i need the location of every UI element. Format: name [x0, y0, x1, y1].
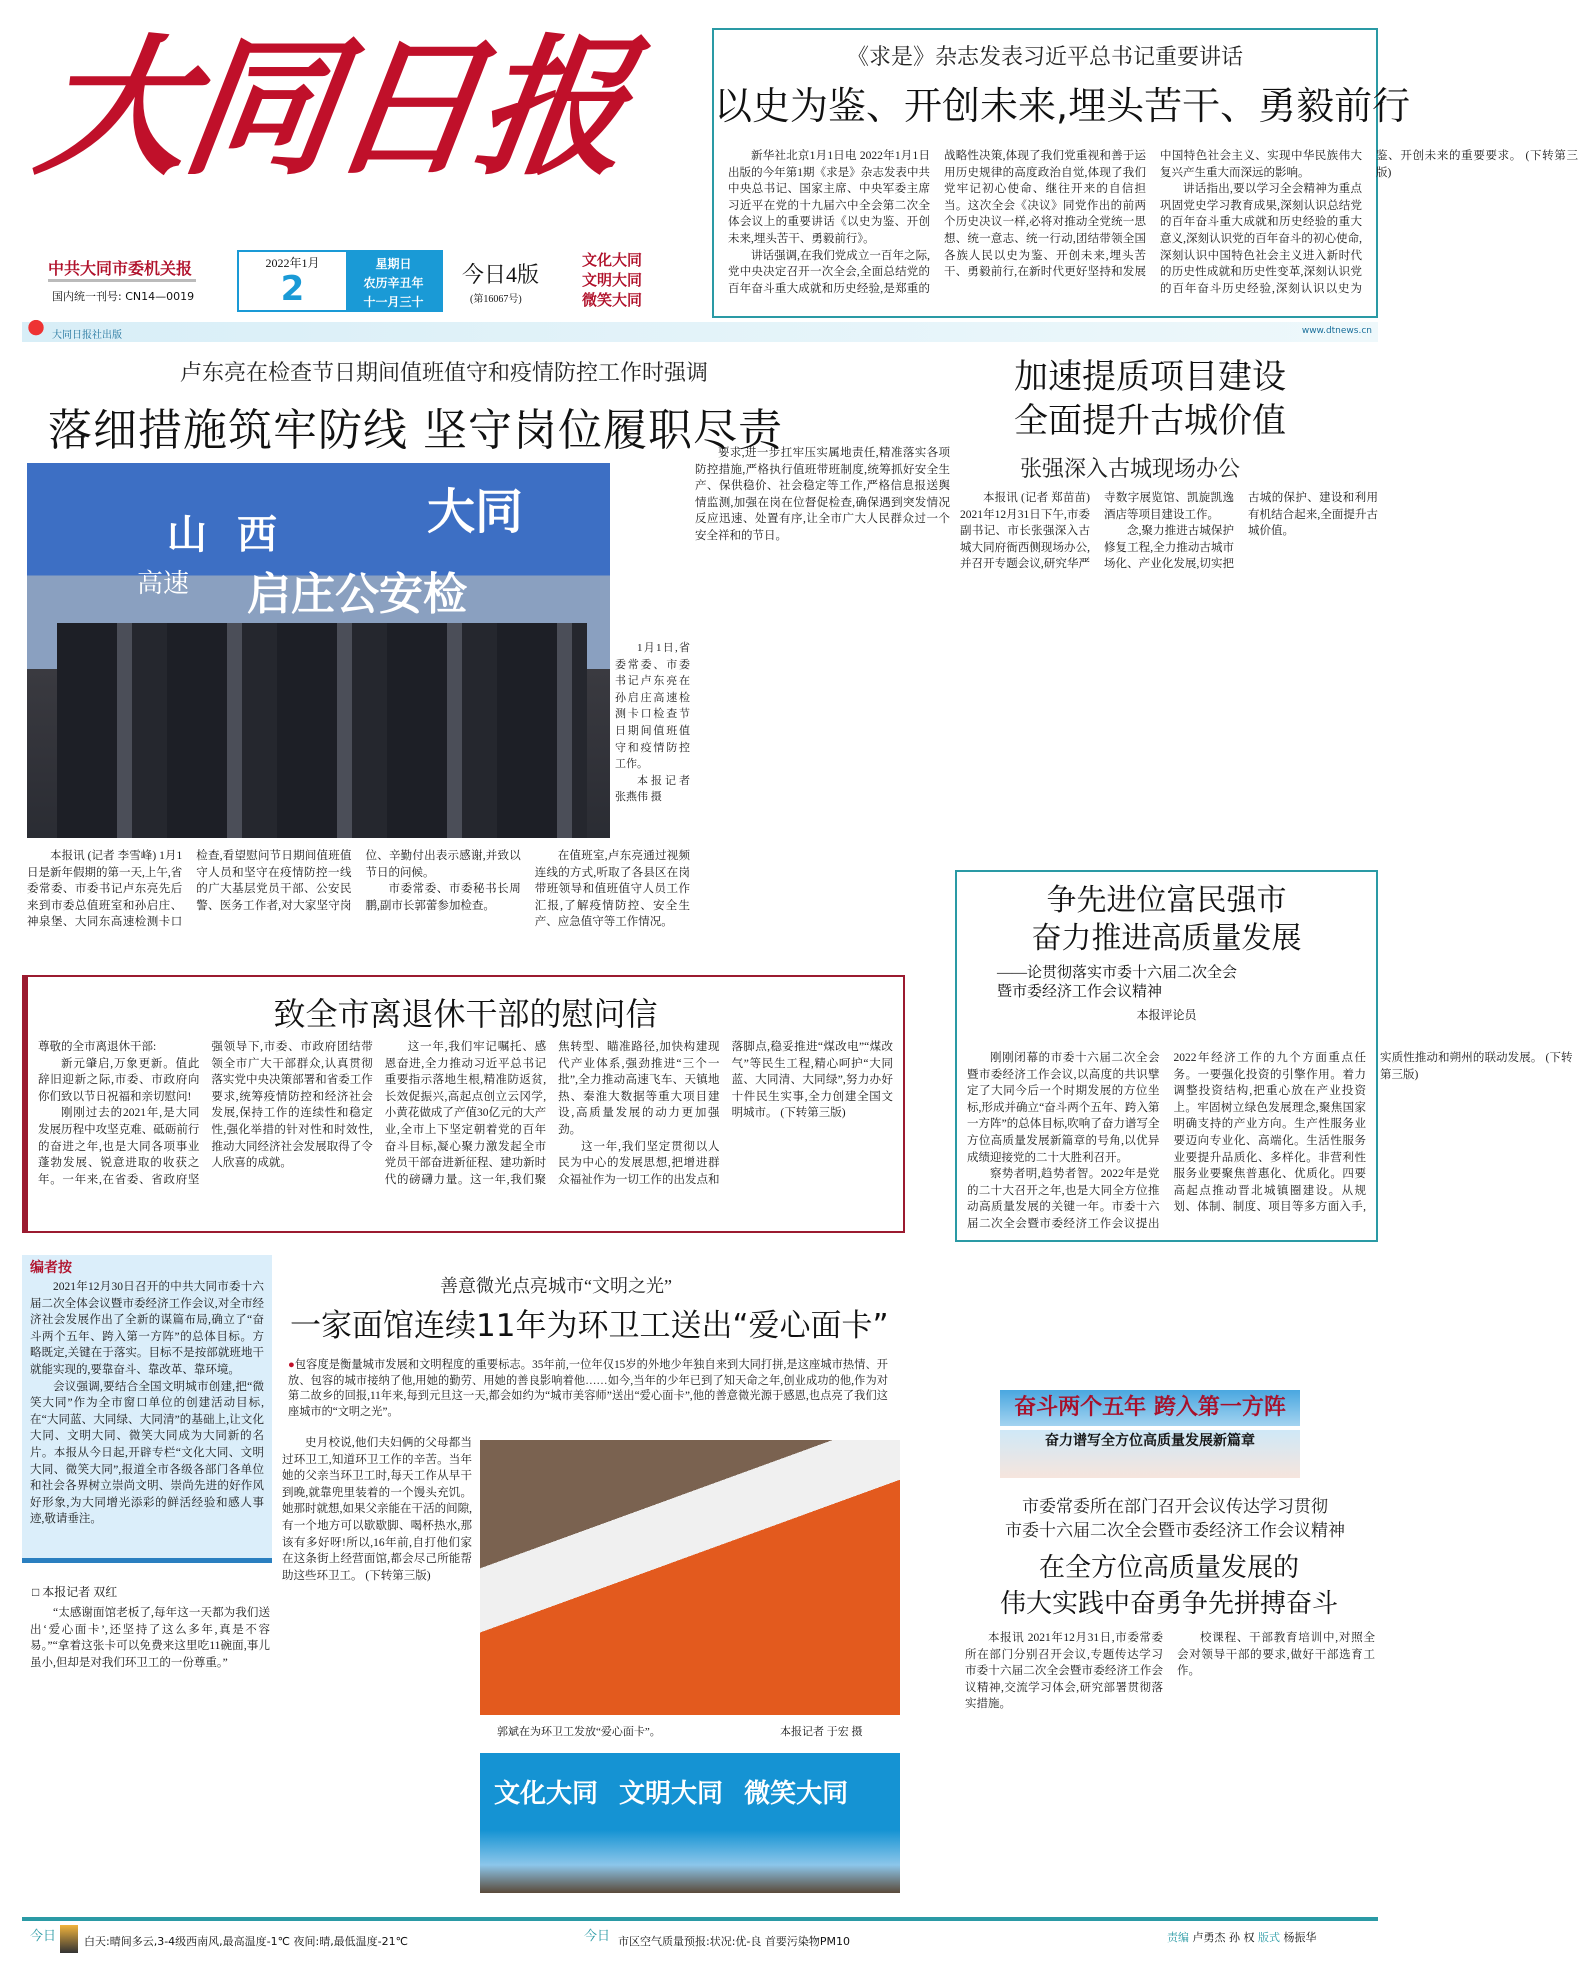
paragraph: 会议强调,要结合全国文明城市创建,把“微笑大同”作为全市窗口单位的创建活动目标,在“大同蓝、大同绿、大同清”的基础上,让文化大同、文明大同、微笑大同成为大同新的名片。本报从今日起,开辟专栏“文化大同、文明大同、微笑大同”,报道全市各级各部门各单位和社会各界树立崇尚文明、崇尚先进的好作风好形象,为大同增光添彩的鲜活经验和感人事迹,敬请垂注。 [30, 1380, 264, 1526]
page-count: 今日4版 [462, 262, 540, 287]
photo-sign: 启庄公安检 [247, 570, 467, 619]
paragraph: 新华社北京1月1日电 2022年1月1日出版的今年第1期《求是》杂志发表中共中央总书记、国家主席、中央军委主席习近平在党的十九届六中全会第二次全体会议上的重要讲话《以史为鉴、开创未来,埋头苦干、勇毅前行》。 [728, 150, 930, 245]
top-story-kicker: 《求是》杂志发表习近平总书记重要讲话 [846, 44, 1243, 69]
layout-designer: 杨振华 [1283, 1931, 1317, 1944]
website[interactable]: www.dtnews.cn [1301, 326, 1372, 336]
photo-sign: 大同 [427, 486, 524, 539]
banner-text: 文化大同 文明大同 微笑大同 [494, 1779, 849, 1809]
byline: 本报记者 双红 [42, 1585, 118, 1599]
lead-photo [27, 463, 610, 838]
headline-line: 奋力推进高质量发展 [1031, 921, 1302, 956]
struggle-body [965, 1630, 1375, 1895]
paragraph: 要求,进一步扛牢压实属地责任,精准落实各项防控措施,严格执行值班带班制度,统筹抓好安全生产、保供稳价、社会稳定等工作,严格信息报送舆情监测,加强在岗在位督促检查,确保遇到突发情况反应迅速、处置有序,让全市广大人民群众过一个安全祥和的节日。 [695, 447, 950, 542]
paragraph: 刚刚闭幕的市委十六届二次全会暨市委经济工作会议,以高度的共识擘定了大同今后一个时期发展的方位坐标,形成并确立“奋斗两个五年、跨入第一方阵”的总体目标,吹响了奋力谱写全方位高质量发展新篇章的号角,以优异成绩迎接党的二十大胜利召开。 [967, 1052, 1160, 1164]
slogan: 文化大同 [582, 251, 643, 269]
headline-line: 全面提升古城价值 [1014, 401, 1286, 441]
paragraph: 市委常委、市委秘书长周鹏,副市长郭蕾参加检查。 [365, 883, 521, 912]
struggle-headline [960, 1550, 1378, 1622]
paragraph: 本报讯 (记者 李雪峰) 1月1日是新年假期的第一天,上午,省委常委、市委书记卢东亮先后来到市委总值班室和孙启庄、神泉堡、大同东高速检测卡口检查,看望慰问节日期间值班值守人员和坚守在疫情防控一线的广大基层党员干部、公安民警、医务工作者,对大家坚守岗位、辛勤付出表示感谢,并致以节日的问候。 [27, 850, 521, 929]
commentary-headline [957, 882, 1376, 958]
publisher-strip [22, 322, 1378, 342]
civilization-banner [480, 1753, 900, 1893]
banner-text: 奋斗两个五年 跨入第一方阵 [1014, 1395, 1286, 1420]
paragraph: 察势者明,趋势者智。2022年是党的二十大召开之年,也是大同全方位推动高质量发展的关键一年。市委十六届二次全会暨市委经济工作会议提出2022年经济工作的九个方面重点任务。一要强化投资的引擎作用。着力调整投资结构,把重心放在产业投资上。牢固树立绿色发展理念,聚焦国家明确支持的产业方向。生产性服务业要迈向专业化、高端化。生活性服务业要提升品质化、多样化。非营利性服务业要聚焦普惠化、优质化。四要高起点推动晋北城镇圈建设。从规划、体制、制度、项目等多方面入手,实质性推动和朔州的联动发展。 (下转第三版) [967, 1052, 1573, 1230]
lead-body [27, 848, 690, 956]
today-label: 今日 [30, 1929, 57, 1944]
subtitle-line: 暨市委经济工作会议精神 [997, 984, 1163, 1000]
weather-icon [60, 1925, 78, 1953]
right-body [960, 490, 1378, 855]
letter-box [22, 975, 905, 1233]
subtitle-line: ——论贯彻落实市委十六届二次全会 [997, 965, 1238, 981]
slogans [582, 250, 642, 310]
kicker-line: 市委常委所在部门召开会议传达学习贯彻 [1022, 1497, 1328, 1516]
lead-right-column [695, 445, 950, 955]
lunar-year: 农历辛丑年 [363, 276, 424, 290]
photo-sign: 高速 [137, 569, 190, 598]
editor-note-label: 编者按 [30, 1261, 72, 1276]
weekday: 星期日 [375, 257, 412, 271]
paragraph: 2021年12月30日召开的中共大同市委十六届二次全体会议暨市委经济工作会议,对全市经济社会发展作出了全新的谋篇布局,确立了“奋斗两个五年、跨入第一方阵”的总体目标。方略既定,关键在于落实。目标不是按部就班地干就能实现的,要靠奋斗、靠改革、靠环境。 [30, 1281, 264, 1376]
issn: 国内统一刊号: CN14—0019 [52, 290, 195, 303]
air-quality: 市区空气质量预报:状况:优-良 首要污染物PM10 [618, 1935, 850, 1948]
photo-sign: 山西 [167, 512, 307, 557]
paragraph: 这一年,我们牢记嘱托、感恩奋进,全力推动习近平总书记重要指示落地生根,精准防返贫,长效促振兴,高起点创立云冈学,小黄花做成了产值30亿元的大产业,全市上下坚定朝着党的百年奋斗目标,凝心聚力激发起全市党员干部奋进新征程、建功新时代的磅礴力量。这一年,我们聚焦转型、瞄准路径,加快构建现代产业体系,强劲推进“三个一批”,全力推动高速飞车、天镇地热、秦淮大数据等重大项目建设,高质量发展的动力更加强劲。 [384, 1041, 720, 1186]
lead-kicker: 卢东亮在检查节日期间值班值守和疫情防控工作时强调 [180, 360, 709, 385]
paragraph: 本报讯 (记者 郑苗苗) 2021年12月31日下午,市委副书记、市长张强深入古城大同府衙西侧现场办公,并召开专题会议,研究华严寺数字展览馆、凯旋凯逸酒店等项目建设工作。 [960, 492, 1234, 571]
paragraph: 讲话强调,在我们党成立一百年之际,党中央决定召开一次全会,全面总结党的百年奋斗重大成就和历史经验,是郑重的战略性决策,体现了我们党重视和善于运用历史规律的高度政治自觉,体现了我们党牢记初心使命、继往开来的自信担当。这次全会《决议》同党作出的前两个历史决议一样,必将对推动全党统一思想、统一意志、统一行动,团结带领全国各族人民以史为鉴、开创未来,埋头苦干、勇毅前行,在新时代更好坚持和发展中国特色社会主义、实现中华民族伟大复兴产生重大而深远的影响。 [728, 150, 1362, 295]
date-day: 2 [280, 269, 305, 309]
divider [48, 279, 196, 282]
headline-line: 加速提质项目建设 [1014, 357, 1286, 397]
issue-number: (第16067号) [470, 294, 522, 305]
newspaper-logo: 大同日报 [28, 27, 636, 193]
paragraph: 校课程、干部教育培训中,对照全会对领导干部的要求,做好干部选育工作。 [1177, 1632, 1375, 1678]
commentary-subtitle [957, 964, 1376, 1002]
date-year-month: 2022年1月 [265, 256, 320, 270]
publisher: 大同日报社出版 [52, 330, 122, 341]
paragraph: 讲话指出,要以学习全会精神为重点巩固党史学习教育成果,深刻认识总结党的百年奋斗重大成就和历史经验的重大意义,深刻认识党的百年奋斗的初心使命,深刻认识中国特色社会主义进入新时代的历史性成就和历史性变革,深刻认识党的百年奋斗历史经验,深刻认识以史为鉴、开创未来的重要要求。 (下转第三版) [1160, 150, 1578, 295]
weather-forecast: 白天:晴间多云,3-4级西南风,最高温度-1℃ 夜间:晴,最低温度-21℃ [84, 1935, 409, 1948]
flame-logo-icon [24, 318, 44, 342]
bullet-icon: ● [288, 1359, 295, 1371]
kicker-line: 市委十六届二次全会暨市委经济工作会议精神 [1005, 1521, 1345, 1540]
paragraph: 本报讯 2021年12月31日,市委常委所在部门分别召开会议,专题传达学习市委十六届二次全会暨市委经济工作会议精神,交流学习体会,研究部署贯彻落实措施。 [965, 1632, 1163, 1711]
noodle-body [282, 1435, 472, 1895]
paragraph: 新元肇启,万象更新。值此辞旧迎新之际,市委、市政府向你们致以节日祝福和亲切慰问! [38, 1057, 200, 1103]
noodle-intro [288, 1358, 888, 1424]
right-headline [980, 355, 1320, 443]
headline-line: 在全方位高质量发展的 [1038, 1553, 1299, 1583]
paragraph: 这一年,我们坚定贯彻以人民为中心的发展思想,把增进群众福祉作为一切工作的出发点和落脚点,稳妥推进“煤改电”“煤改气”等民生工程,精心呵护“大同蓝、大同清、大同绿”,努力办好十件民生实事,全力创建全国文明城市。 (下转第三版) [558, 1041, 893, 1186]
intro-text: 包容度是衡量城市发展和文明程度的重要标志。35年前,一位年仅15岁的外地少年独自来到大同打拼,是这座城市热情、开放、包容的城市接纳了他,用她的勤劳、用她的善良影响着他……如今,当年的少年已到了知天命之年,创业成功的他,作为对第二故乡的回报,11年来,每到元旦这一天,都会如约为“城市美容师”送出“爱心面卡”,他的善意微光源于感恩,也点亮了我们这座城市的“文明之光”。 [288, 1359, 888, 1418]
struggle-banner [1000, 1390, 1300, 1426]
lunar-day: 十一月三十 [363, 295, 424, 309]
layout-label: 版式 [1258, 1931, 1280, 1944]
noodle-photo [480, 1440, 900, 1715]
noodle-byline: □ 本报记者 双红 [32, 1585, 118, 1599]
paragraph: 史月校说,他们夫妇俩的父母都当过环卫工,知道环卫工作的辛苦。当年她的父亲当环卫工时,每天工作从早干到晚,就靠兜里装着的一个馒头充饥。她那时就想,如果父亲能在干活的间隙,有一个地方可以歇歇脚、喝杯热水,那该有多好呀!所以,16年前,自打他们家在这条街上经营面馆,都会尽己所能帮助这些环卫工。 (下转第三版) [282, 1437, 472, 1582]
commentary-box [955, 870, 1573, 1242]
slogan: 文明大同 [582, 271, 643, 289]
lead-headline: 落细措施筑牢防线 坚守岗位履职尽责 [48, 405, 783, 456]
noodle-body-left [30, 1605, 270, 1895]
letter-title: 致全市离退休干部的慰问信 [273, 995, 658, 1033]
headline-line: 争先进位富民强市 [1046, 883, 1287, 918]
noodle-headline: 一家面馆连续11年为环卫工送出“爱心面卡” [290, 1308, 889, 1344]
credit: 本报记者 张燕伟 摄 [615, 774, 690, 804]
paragraph: “太感谢面馆老板了,每年这一天都为我们送出‘爱心面卡’,还坚持了这么多年,真是不容易。”“拿着这张卡可以免费来这里吃11碗面,事儿虽小,但却是对我们环卫工的一份尊重。” [30, 1607, 270, 1669]
today-label: 今日 [584, 1929, 611, 1944]
right-subhead: 张强深入古城现场办公 [1020, 456, 1241, 481]
organ-label: 中共大同市委机关报 [48, 259, 193, 278]
struggle-subbanner [1000, 1430, 1300, 1478]
officials-group [57, 623, 587, 838]
editor-label: 责编 [1167, 1931, 1189, 1944]
top-story-headline: 以史为鉴、开创未来,埋头苦干、勇毅前行 [714, 84, 1411, 128]
editors: 卢勇杰 孙 权 [1192, 1931, 1255, 1944]
noodle-photo-caption: 郭斌在为环卫工发放“爱心面卡”。 [497, 1726, 661, 1738]
date-box [237, 250, 443, 312]
lead-photo-caption [615, 640, 690, 835]
headline-line: 伟大实践中奋勇争先拼搏奋斗 [999, 1589, 1338, 1619]
paragraph: 在值班室,卢东亮通过视频连线的方式,听取了各县区在岗带班领导和值班值守人员工作汇报,了解疫情防控、安全生产、应急值守等工作情况。 [534, 850, 690, 929]
struggle-kicker [975, 1495, 1375, 1543]
slogan: 微笑大同 [582, 291, 643, 309]
noodle-kicker: 善意微光点亮城市“文明之光” [440, 1276, 672, 1296]
paragraph: 念,聚力推进古城保护修复工程,全力推动古城市场化、产业化发展,切实把古城的保护、建设和利用有机结合起来,全面提升古城价值。 [1104, 492, 1378, 571]
editor-note [22, 1255, 272, 1563]
commentary-author: 本报评论员 [1136, 1008, 1197, 1022]
footer-bar [22, 1917, 1378, 1948]
caption: 1月1日,省委常委、市委书记卢东亮在孙启庄高速检测卡口检查节日期间值班值守和疫情防控工作。 [615, 642, 690, 771]
paragraph: 刚刚过去的2021年,是大同发展历程中攻坚克难、砥砺前行的奋进之年,也是大同各项事业蓬勃发展、锐意进取的收获之年。一年来,在省委、省政府坚强领导下,市委、市政府团结带领全市广大干部群众,认真贯彻落实党中央决策部署和省委工作要求,统筹疫情防控和经济社会发展,保持工作的连续性和稳定性,强化举措的针对性和时效性,推动大同经济社会发展取得了令人欣喜的成就。 [38, 1041, 373, 1186]
noodle-photo-credit: 本报记者 于宏 摄 [780, 1726, 863, 1738]
top-story [712, 28, 1578, 318]
salutation: 尊敬的全市离退休干部: [38, 1041, 157, 1053]
subbanner-text: 奋力谱写全方位高质量发展新篇章 [1045, 1433, 1255, 1449]
